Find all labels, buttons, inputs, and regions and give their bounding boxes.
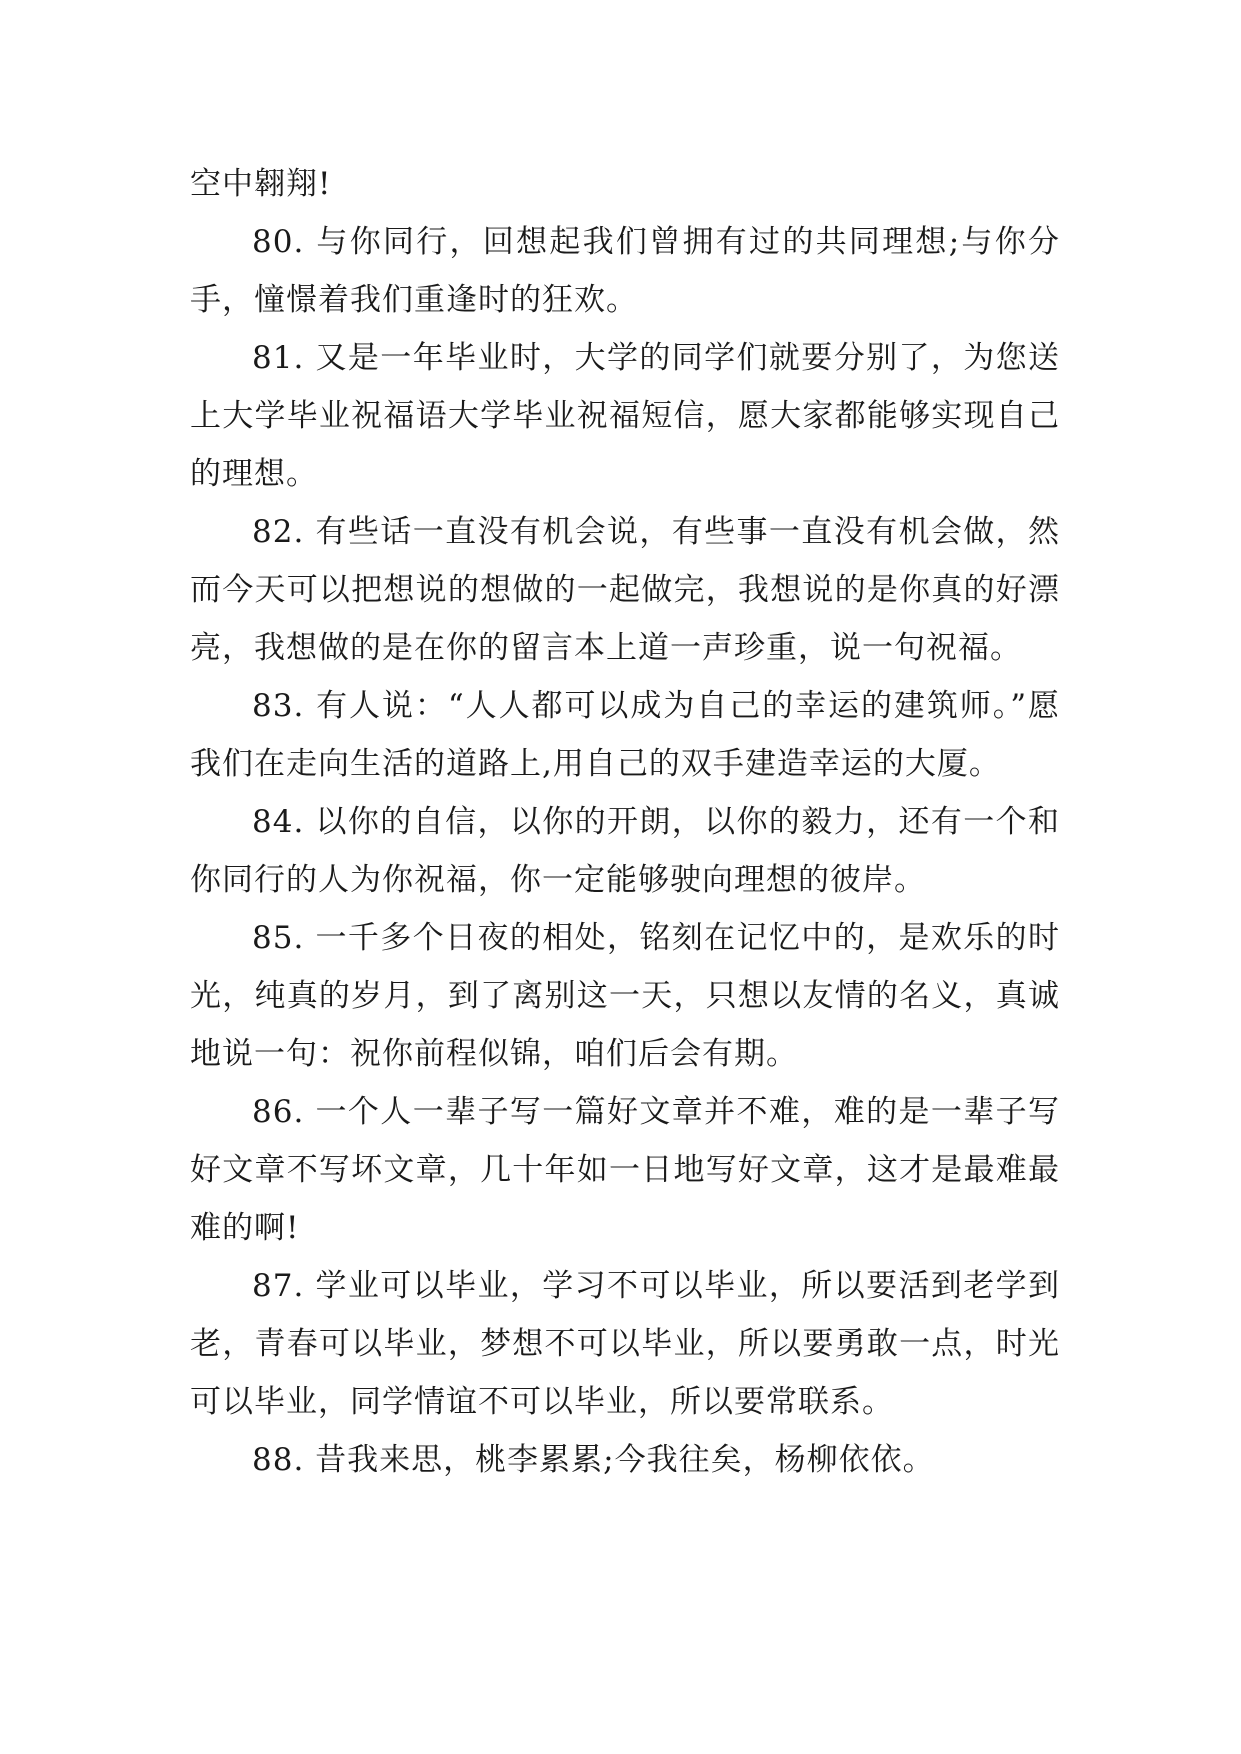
paragraph-continuation: 空中翱翔! [190, 166, 332, 202]
document-body [190, 155, 1060, 1489]
paragraph-item-85: 85. 一千多个日夜的相处，铭刻在记忆中的，是欢乐的时光，纯真的岁月，到了离别这一天，只想以友情的名义，真诚地说一句：祝你前程似锦，咱们后会有期。 [190, 920, 1060, 1072]
paragraph-item-80: 80. 与你同行，回想起我们曾拥有过的共同理想;与你分手，憧憬着我们重逢时的狂欢。 [190, 224, 1060, 318]
paragraph-item-88: 88. 昔我来思，桃李累累;今我往矣，杨柳依依。 [252, 1442, 935, 1478]
paragraph-item-81: 81. 又是一年毕业时，大学的同学们就要分别了，为您送上大学毕业祝福语大学毕业祝福短信，愿大家都能够实现自己的理想。 [190, 340, 1060, 492]
paragraph-item-84: 84. 以你的自信，以你的开朗，以你的毅力，还有一个和你同行的人为你祝福，你一定能够驶向理想的彼岸。 [190, 804, 1060, 898]
paragraph-item-82: 82. 有些话一直没有机会说，有些事一直没有机会做，然而今天可以把想说的想做的一起做完，我想说的是你真的好漂亮，我想做的是在你的留言本上道一声珍重，说一句祝福。 [190, 514, 1060, 666]
paragraph-item-83: 83. 有人说：“人人都可以成为自己的幸运的建筑师。”愿我们在走向生活的道路上,用自己的双手建造幸运的大厦。 [190, 688, 1060, 782]
paragraph-item-87: 87. 学业可以毕业，学习不可以毕业，所以要活到老学到老，青春可以毕业，梦想不可以毕业，所以要勇敢一点，时光可以毕业，同学情谊不可以毕业，所以要常联系。 [190, 1268, 1060, 1420]
paragraph-item-86: 86. 一个人一辈子写一篇好文章并不难，难的是一辈子写好文章不写坏文章，几十年如一日地写好文章，这才是最难最难的啊! [190, 1094, 1060, 1246]
